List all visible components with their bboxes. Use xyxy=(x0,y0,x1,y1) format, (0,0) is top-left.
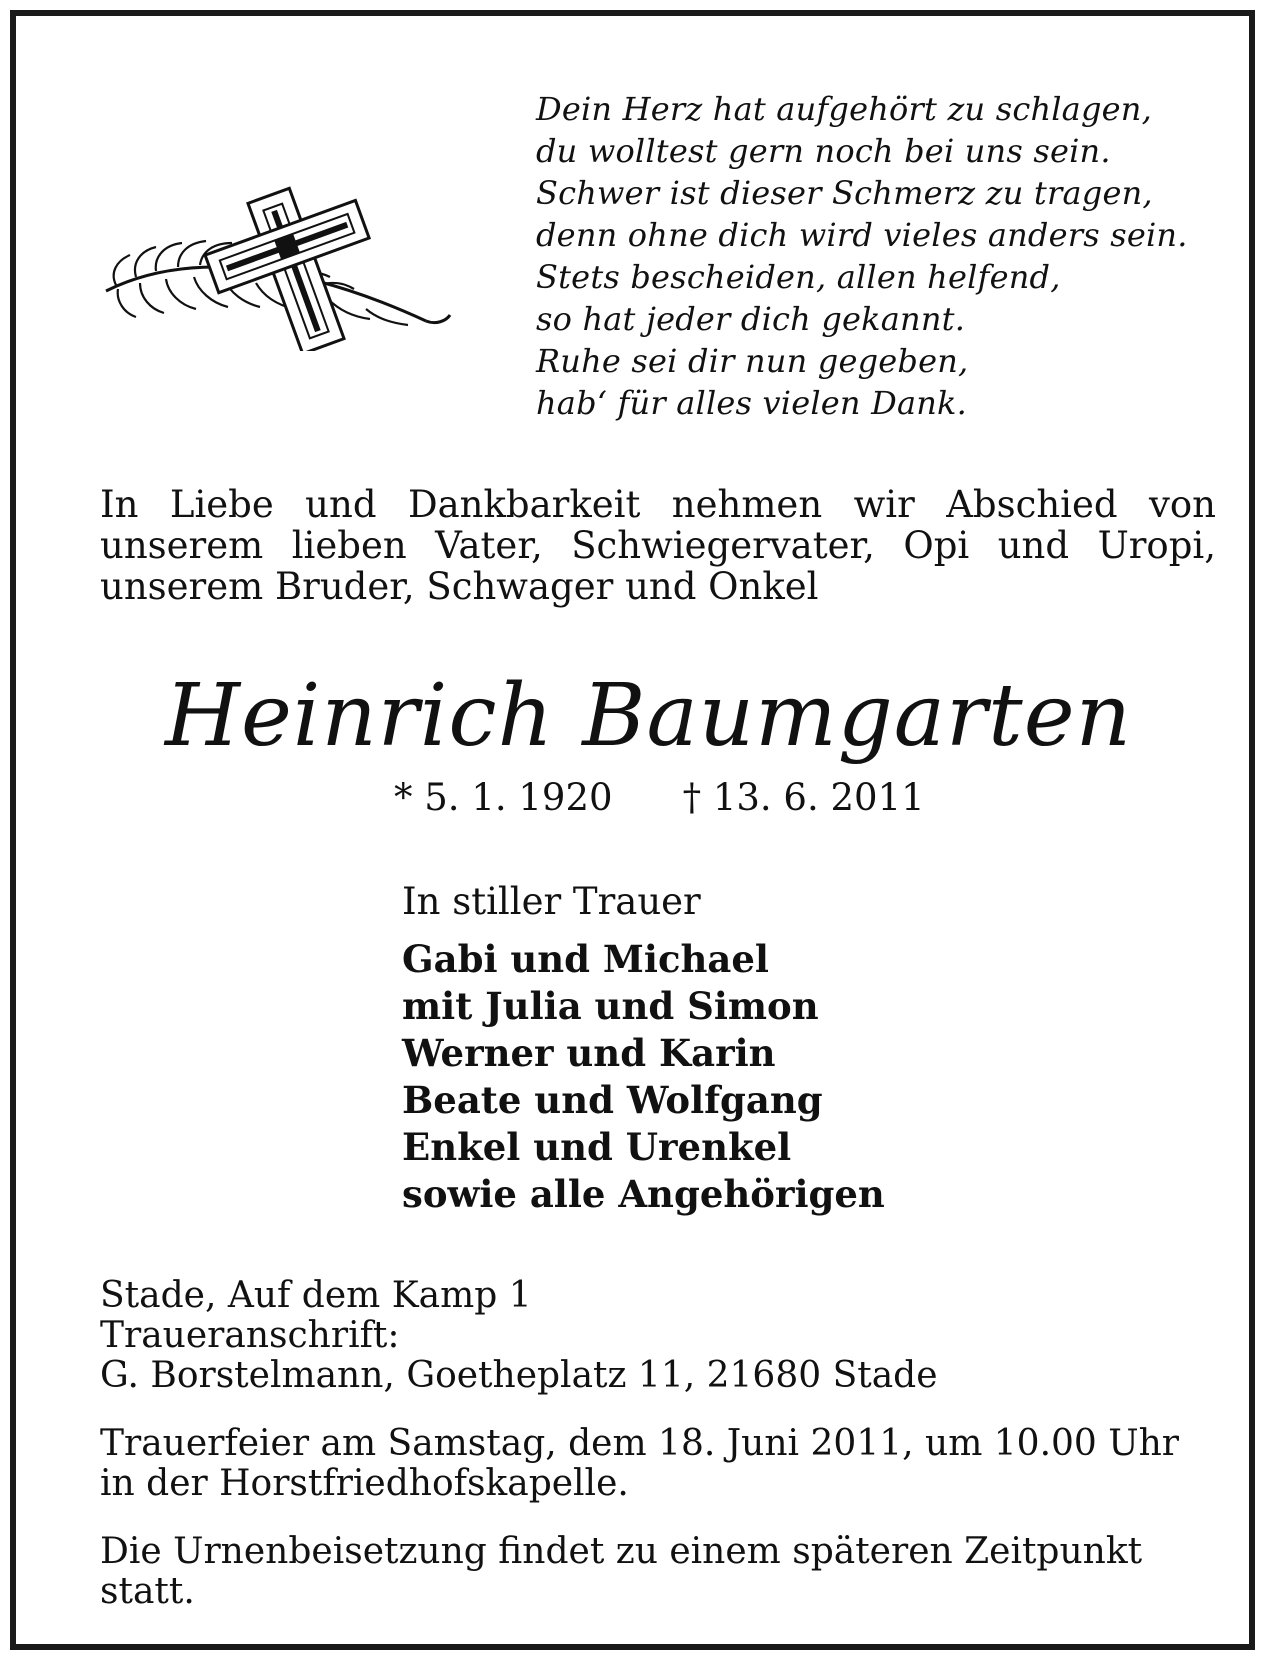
poem-line: Dein Herz hat aufgehört zu schlagen, xyxy=(536,90,1152,128)
mourner-entry: Enkel und Urenkel xyxy=(402,1125,792,1169)
service-info xyxy=(100,1424,1216,1504)
mourners-list xyxy=(402,936,885,1218)
cross-with-palm-frond-icon xyxy=(96,181,456,351)
intro-line: In Liebe und Dankbarkeit nehmen wir Abschied von xyxy=(100,483,1216,526)
obituary-notice xyxy=(10,10,1255,1650)
address-line: Traueranschrift: xyxy=(100,1315,400,1356)
mourner-entry: Werner und Karin xyxy=(402,1031,776,1075)
address-line: G. Borstelmann, Goetheplatz 11, 21680 Stade xyxy=(100,1355,938,1396)
deceased-name: Heinrich Baumgarten xyxy=(165,666,1132,766)
poem-line: du wolltest gern noch bei uns sein. xyxy=(536,132,1111,170)
address-block xyxy=(100,1276,938,1396)
poem-line: Ruhe sei dir nun gegeben, xyxy=(536,342,969,380)
poem-line: hab‘ für alles vielen Dank. xyxy=(536,384,968,422)
burial-line: statt. xyxy=(100,1571,195,1612)
poem-line: denn ohne dich wird vieles anders sein. xyxy=(536,216,1188,254)
poem-line: Stets bescheiden, allen helfend, xyxy=(536,258,1061,296)
intro-text xyxy=(100,484,1216,607)
service-line: in der Horstfriedhofskapelle. xyxy=(100,1463,629,1504)
intro-line: unserem Bruder, Schwager und Onkel xyxy=(100,565,819,608)
poem-line: so hat jeder dich gekannt. xyxy=(536,300,966,338)
burial-line: Die Urnenbeisetzung findet zu einem späteren Zeitpunkt xyxy=(100,1531,1143,1572)
mourner-entry: sowie alle Angehörigen xyxy=(402,1172,885,1216)
mourning-heading: In stiller Trauer xyxy=(402,880,701,923)
mourner-entry: Beate und Wolfgang xyxy=(402,1078,823,1122)
mourner-entry: Gabi und Michael xyxy=(402,937,769,981)
intro-line: unserem lieben Vater, Schwiegervater, Opi und Uropi, xyxy=(100,524,1216,567)
poem-line: Schwer ist dieser Schmerz zu tragen, xyxy=(536,174,1153,212)
life-dates xyxy=(394,776,925,820)
burial-info xyxy=(100,1532,1216,1612)
birth-date: * 5. 1. 1920 xyxy=(394,776,613,819)
mourner-entry: mit Julia und Simon xyxy=(402,984,819,1028)
poem xyxy=(536,88,1236,424)
address-line: Stade, Auf dem Kamp 1 xyxy=(100,1275,532,1316)
death-date: † 13. 6. 2011 xyxy=(682,776,925,819)
service-line: Trauerfeier am Samstag, dem 18. Juni 2011, um 10.00 Uhr xyxy=(100,1423,1180,1464)
